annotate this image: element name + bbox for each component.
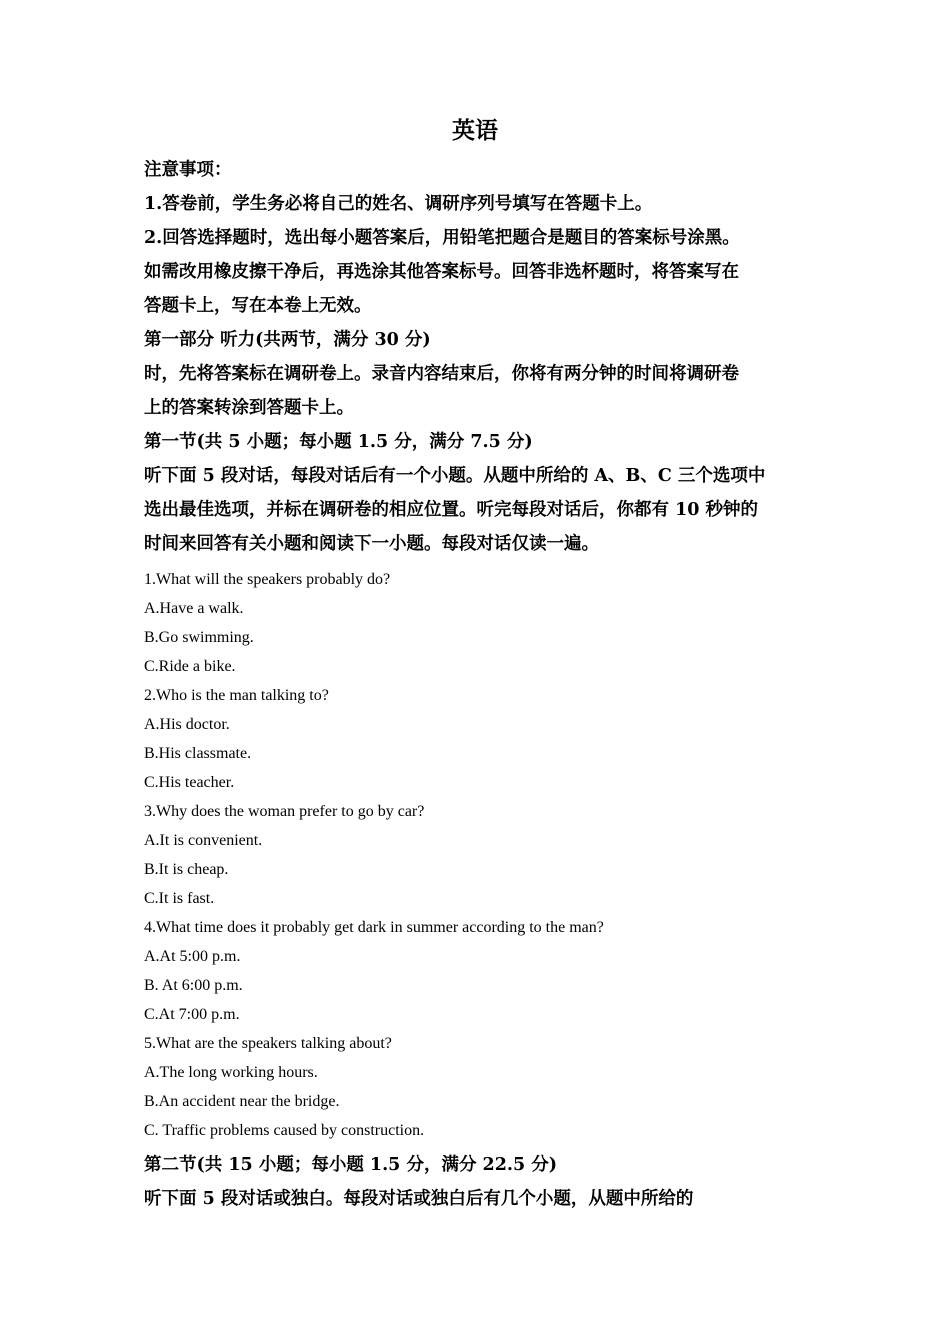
document-body [144,153,816,1216]
notice-item-2-line-2: 如需改用橡皮擦干净后，再选涂其他答案标号。回答非选杯题时，将答案写在 [144,262,739,282]
part1-heading: 第一部分 听力(共两节，满分 30 分) [144,330,431,350]
question-3-option-b: B.It is cheap. [144,861,229,878]
section1-intro-line-3: 时间来回答有关小题和阅读下一小题。每段对话仅读一遍。 [144,534,599,554]
question-2-option-b: B.His classmate. [144,745,252,762]
section2-intro-line-1: 听下面 5 段对话或独白。每段对话或独白后有几个小题，从题中所给的 [144,1189,694,1209]
question-5: 5.What are the speakers talking about? [144,1035,392,1052]
question-4-option-c: C.At 7:00 p.m. [144,1006,240,1023]
notice-item-1: 1.答卷前，学生务必将自己的姓名、调研序列号填写在答题卡上。 [144,194,653,214]
section1-intro-line-2: 选出最佳选项，并标在调研卷的相应位置。听完每段对话后，你都有 10 秒钟的 [144,500,759,520]
question-3: 3.Why does the woman prefer to go by car? [144,803,425,820]
question-3-option-c: C.It is fast. [144,890,215,907]
question-2-option-c: C.His teacher. [144,774,235,791]
section1-heading: 第一节(共 5 小题；每小题 1.5 分，满分 7.5 分) [144,432,533,452]
question-1-option-a: A.Have a walk. [144,600,244,617]
notice-item-2-line-1: 2.回答选择题时，选出每小题答案后，用铅笔把题合是题目的答案标号涂黑。 [144,228,740,248]
question-1: 1.What will the speakers probably do? [144,571,391,588]
question-4-option-b: B. At 6:00 p.m. [144,977,243,994]
section2-heading: 第二节(共 15 小题；每小题 1.5 分，满分 22.5 分) [144,1155,558,1175]
question-2: 2.Who is the man talking to? [144,687,329,704]
notice-heading: 注意事项： [144,160,232,180]
document-title: 英语 [452,117,498,144]
part1-intro-line-1: 时，先将答案标在调研卷上。录音内容结束后，你将有两分钟的时间将调研卷 [144,364,739,384]
question-3-option-a: A.It is convenient. [144,832,263,849]
question-1-option-b: B.Go swimming. [144,629,254,646]
question-5-option-c: C. Traffic problems caused by construction. [144,1122,425,1139]
part1-intro-line-2: 上的答案转涂到答题卡上。 [144,398,354,418]
question-5-option-b: B.An accident near the bridge. [144,1093,340,1110]
question-2-option-a: A.His doctor. [144,716,230,733]
question-4-option-a: A.At 5:00 p.m. [144,948,241,965]
question-1-option-c: C.Ride a bike. [144,658,236,675]
section1-intro-line-1: 听下面 5 段对话，每段对话后有一个小题。从题中所给的 A、B、C 三个选项中 [144,466,766,486]
question-4: 4.What time does it probably get dark in summer according to the man? [144,919,604,936]
question-5-option-a: A.The long working hours. [144,1064,318,1081]
notice-item-2-line-3: 答题卡上，写在本卷上无效。 [144,296,372,316]
question-list [144,561,816,1148]
